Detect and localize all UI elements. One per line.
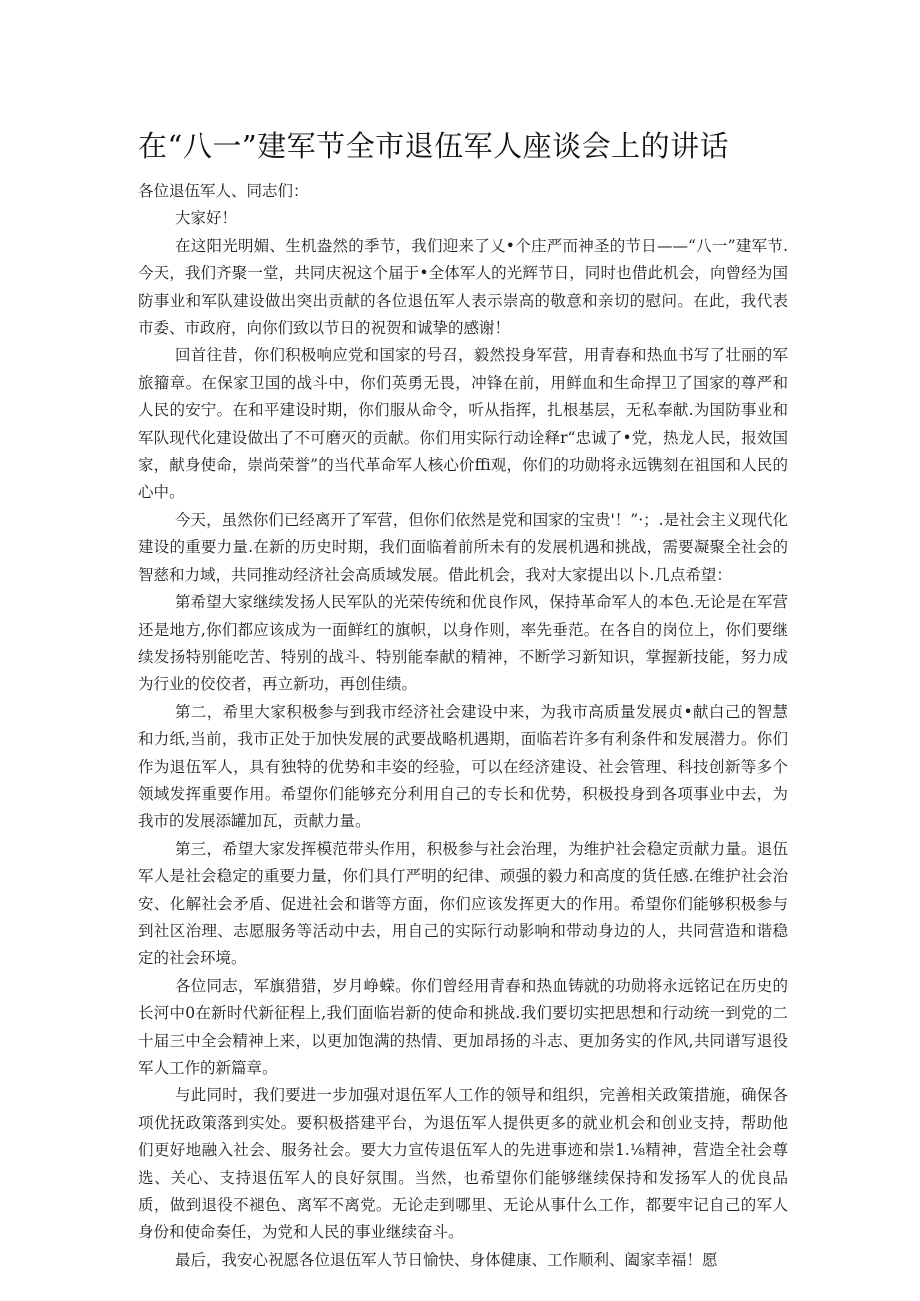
paragraph-comrades: 各位同志，军旗猎猎，岁月峥蝾。你们曾经用青春和热血铸就的功勋将永远铭记在历史的长河中0在新时代新征程上,我们面临岩新的使命和挑战.我们要切实把思想和行动统一到党的二十届三中全会精神上来，以更加饱满的热情、更加昂扬的斗志、更加务实的作风,共同谱写退役军人工作的新篇章。	[138, 976, 788, 1077]
paragraph-greeting: 大家好！	[175, 209, 238, 228]
paragraph-review: 回首往昔，你们积极响应党和国家的号召，毅然投身军营，用青春和热血书写了壮丽的军旅籀章。在保家卫国的战斗中，你们英勇无畏，冲锋在前，用鲜血和生命捍卫了国家的尊严和人民的安宁。在和平建设时期，你们服从命令，听从指挥，扎根基层，无私奉献.为国防事业和军队现代化建设做出了不可磨灭的贡献。你们用实际行动诠释r“忠诚了•党，热龙人民，报效国家，献身使命，崇尚荣誉”的当代革命军人核心价ffi观，你们的功勋将永远镌刻在祖国和人民的心中。	[138, 346, 788, 502]
document-title: 在“八一”建军节全市退伍军人座谈会上的讲话	[138, 129, 730, 163]
paragraph-hope-first: 第希望大家继续发扬人民军队的光荣传统和优良作风，保持革命军人的本色.无论是在军营还是地方,你们都应该成为一面鲜红的旗帜，以身作则，率先垂范。在各自的岗位上，你们要继续发扬特别能吃苦、特别的战斗、特别能奉献的精神，不断学习新知识，掌握新技能，努力成为行业的佼佼者，再立新功，再创佳绩。	[138, 593, 788, 694]
paragraph-closing: 最后，我安心祝愿各位退伍军人节日愉快、身体健康、工作顺利、阖家幸福！愿	[175, 1250, 718, 1269]
paragraph-opening: 在这阳光明媚、生机盎然的季节，我们迎来了乂•个庄严而神圣的节日——“八一”建军节.今天，我们齐聚一堂，共同庆祝这个届于•全体军人的光辉节日，同时也借此机会，向曾经为国防事业和军队建设做出突出贡献的各位退伍军人表示崇高的敬意和亲切的慰问。在此，我代表市委、市政府，向你们致以节日的祝贺和诚挚的感谢！	[138, 236, 788, 338]
document-body	[138, 178, 788, 1274]
paragraph-meanwhile: 与此同时，我们要进一步加强对退伍军人工作的领导和组织，完善相关政策措施，确保各项优抚政策落到实处。要积极搭建平台，为退伍军人提供更多的就业机会和创业支持，帮助他们更好地融入社会、服务社会。要大力宣传退伍军人的先进事迹和崇1.⅛精神，营造全社会尊选、关心、支持退伍军人的良好氛围。当然，也希望你们能够继续保持和发扬军人的优良品质，做到退役不褪色、离军不离党。无论走到哪里、无论从事什么工作，都要牢记自己的军人身份和使命奏任，为党和人民的事业继续奋斗。	[138, 1086, 788, 1242]
salutation: 各位退伍军人、同志们：	[138, 182, 309, 200]
paragraph-hope-second: 第二，希里大家积极参与到我市经济社会建设中来，为我市高质量发展贞•献白己的智慧和力纸,当前，我市正处于加快发展的武要战略机遇期，面临若许多有利条件和发展潜力。你们作为退伍军人，具有独特的优势和丰姿的经验，可以在经济建设、社会管理、科技创新等多个领域发挥重要作用。希望你们能够充分利用自己的专长和优势，积极投身到各项事业中去，为我市的发展添罐加瓦，贡献力量。	[138, 702, 788, 831]
paragraph-hope-third: 第三，希望大家发挥模范带头作用，积极参与社会治理，为维护社会稳定贡献力量。退伍军人是社会稳定的重要力量，你们具仃严明的纪律、顽强的毅力和高度的货任感.在维护社会治安、化解社会矛盾、促进社会和谐等方面，你们应该发挥更大的作用。希望你们能够积极参与到社区治理、志愿服务等活动中去，用自己的实际行动影响和带动身边的人，共同营造和谐稳定的社会环境。	[138, 839, 788, 968]
paragraph-today: 今天，虽然你们已经离开了军营，但你们依然是党和国家的宝贵'！”·；.是社会主义现代化建设的重要力量.在新的历史时期，我们面临着前所未有的发展机遇和挑战，需要凝聚全社会的智慈和力域，共同推动经济社会高质域发展。借此机会，我对大家提出以卜.几点希望：	[138, 510, 788, 584]
